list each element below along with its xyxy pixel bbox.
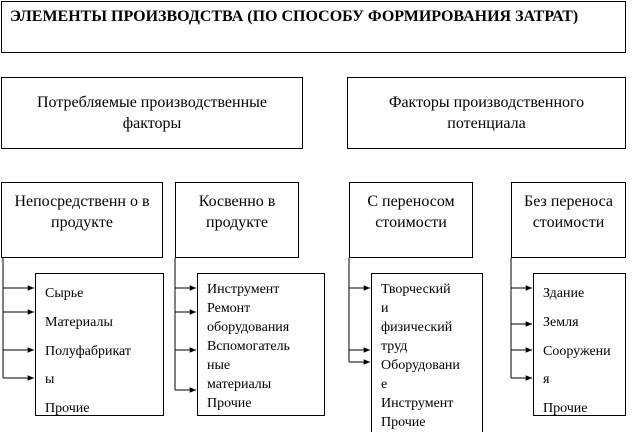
list-item: труд	[381, 339, 408, 354]
group-consumed-label: Потребляемые производственные факторы	[37, 94, 267, 132]
diagram-title: ЭЛЕМЕНТЫ ПРОИЗВОДСТВА (ПО СПОСОБУ ФОРМИРОВАНИЯ ЗАТРАТ)	[1, 1, 626, 53]
category-without-transfer	[511, 182, 626, 258]
category-with-transfer-label: С переносом стоимости	[367, 193, 455, 231]
list-item: Оборудовани	[381, 358, 460, 373]
list-with-transfer	[371, 273, 483, 432]
list-item: Прочие	[207, 396, 252, 411]
list-direct	[35, 273, 164, 416]
list-item: Вспомогатель	[207, 339, 290, 354]
list-item: ные	[207, 358, 231, 373]
list-item: материалы	[207, 377, 272, 392]
group-potential-factors	[347, 77, 626, 149]
list-item: Полуфабрикат	[45, 343, 132, 359]
list-item: Сырье	[45, 286, 84, 301]
list-item: ы	[45, 372, 55, 388]
list-item: Сооружени	[543, 343, 611, 359]
list-item: я	[543, 372, 550, 388]
list-item: и	[381, 301, 389, 316]
list-item: Прочие	[543, 401, 588, 417]
group-potential-label: Факторы производственного потенциала	[388, 94, 585, 132]
list-item: Здание	[543, 286, 585, 301]
list-item: Прочие	[381, 415, 426, 430]
list-item: Творческий	[381, 282, 451, 297]
category-with-transfer	[349, 182, 473, 258]
list-item: Материалы	[45, 314, 113, 330]
category-direct	[1, 182, 163, 258]
group-consumed-factors	[1, 77, 303, 149]
list-item: оборудования	[207, 320, 290, 335]
list-item: Ремонт	[207, 301, 251, 316]
category-without-transfer-label: Без переноса стоимости	[524, 193, 613, 231]
list-indirect	[197, 273, 325, 416]
category-indirect	[175, 182, 299, 258]
list-item: Прочие	[45, 401, 90, 417]
category-indirect-label: Косвенно в продукте	[198, 193, 276, 231]
category-direct-label: Непосредственн о в продукте	[14, 193, 150, 231]
list-item: Земля	[543, 314, 579, 330]
list-item: физический	[381, 320, 453, 335]
list-item: Инструмент	[381, 396, 454, 411]
list-item: Инструмент	[207, 282, 280, 297]
list-without-transfer	[533, 273, 626, 416]
list-item: е	[381, 377, 388, 392]
